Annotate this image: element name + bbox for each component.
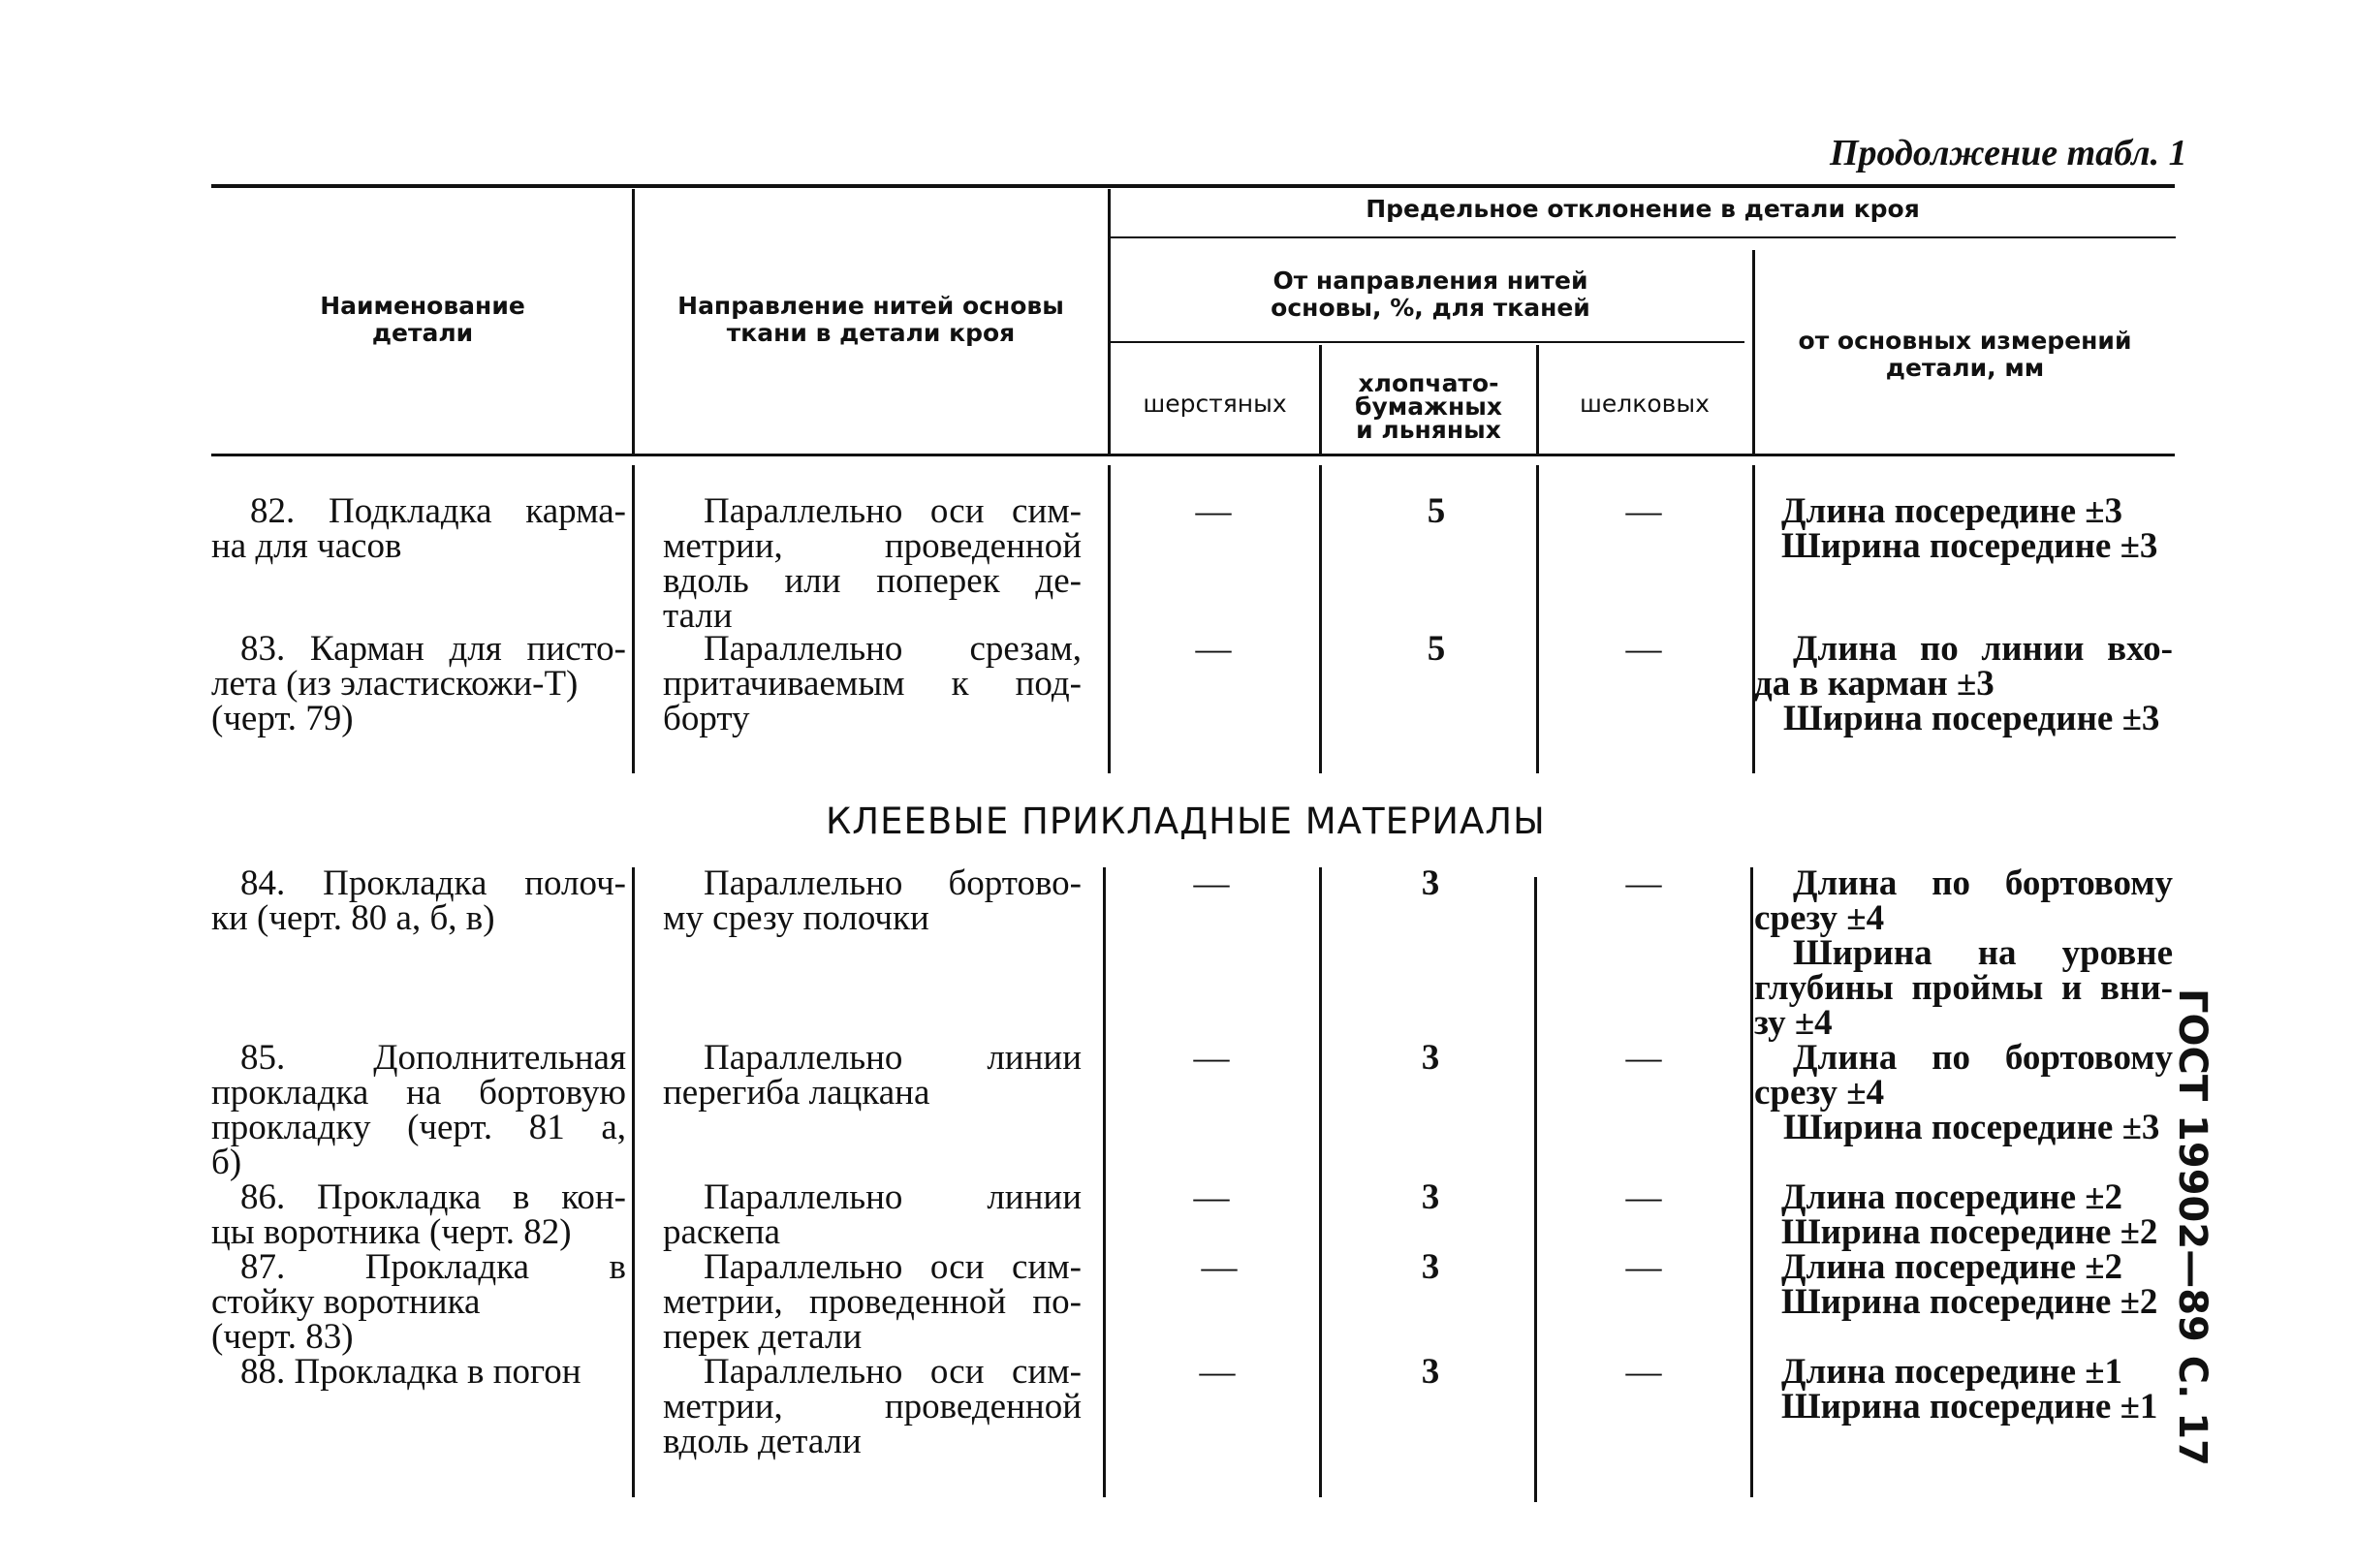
silk-value: — <box>1625 491 1662 531</box>
silk-value: — <box>1625 1247 1662 1287</box>
row-dimensions: Длина по бортовому срезу ±4 Ширина посередине ±3 <box>1754 1038 2173 1147</box>
row-dimensions: Длина по бортовому срезу ±4 Ширина на уровне глубины проймы и вни- зу ±4 <box>1754 863 2173 1043</box>
silk-value: — <box>1625 863 1662 903</box>
cotton-value: 3 <box>1421 1177 1440 1217</box>
row-direction: Параллельно линии перегиба лацкана <box>663 1038 1082 1113</box>
row-dimensions: Длина посередине ±3 Ширина посередине ±3 <box>1781 491 2158 566</box>
row-name: 82. Подкладка карма- на для часов <box>211 491 626 566</box>
row-dimensions: Длина посередине ±2 Ширина посередине ±2 <box>1781 1247 2158 1322</box>
page-heading: Продолжение табл. 1 <box>1830 133 2187 173</box>
row-name: 88. Прокладка в погон <box>240 1352 581 1392</box>
col-divider <box>632 465 635 773</box>
side-label: ГОСТ 19902—89 С. 17 <box>2170 988 2215 1466</box>
row-direction: Параллельно оси сим- метрии, проведенной по- перек детали <box>663 1247 1082 1357</box>
header-limit: Предельное отклонение в детали кроя <box>1366 195 1920 223</box>
col-divider <box>632 189 635 455</box>
col-divider <box>632 867 635 1497</box>
row-name: 87. Прокладка в стойку воротника (черт. 83) <box>211 1247 626 1357</box>
silk-value: — <box>1625 1038 1662 1078</box>
direction-header-rule <box>1110 341 1744 343</box>
col-divider <box>1536 465 1539 773</box>
header-from-direction: От направления нитей основы, %, для тканей <box>1271 267 1590 322</box>
row-dimensions: Длина посередине ±1 Ширина посередине ±1 <box>1781 1352 2158 1427</box>
row-direction: Параллельно оси сим- метрии, проведенной вдоль или поперек де- тали <box>663 491 1082 636</box>
col-divider <box>1750 867 1753 1497</box>
col-divider <box>1534 877 1537 1502</box>
row-direction: Параллельно срезам, притачиваемым к под- борту <box>663 629 1082 738</box>
col-divider <box>1319 867 1322 1497</box>
wool-value: — <box>1195 491 1232 531</box>
cotton-value: 3 <box>1421 1247 1440 1287</box>
row-name: 84. Прокладка полоч- ки (черт. 80 а, б, в) <box>211 863 626 938</box>
header-cotton: хлопчато- бумажных и льняных <box>1355 369 1502 444</box>
cotton-value: 3 <box>1421 863 1440 903</box>
cotton-value: 5 <box>1427 491 1446 531</box>
cotton-value: 3 <box>1421 1038 1440 1078</box>
row-dimensions: Длина посередине ±2 Ширина посередине ±2 <box>1781 1177 2158 1252</box>
col-divider <box>1108 465 1111 773</box>
row-name: 86. Прокладка в кон- цы воротника (черт. 82) <box>211 1177 626 1252</box>
col-divider <box>1319 465 1322 773</box>
wool-value: — <box>1195 629 1232 669</box>
header-from-dimensions: от основных измерений детали, мм <box>1798 327 2132 382</box>
wool-value: — <box>1199 1352 1236 1392</box>
wool-value: — <box>1193 1038 1230 1078</box>
row-direction: Параллельно бортово- му срезу полочки <box>663 863 1082 938</box>
section-heading: КЛЕЕВЫЕ ПРИКЛАДНЫЕ МАТЕРИАЛЫ <box>826 800 1546 842</box>
header-direction: Направление нитей основы ткани в детали кроя <box>677 292 1064 347</box>
row-direction: Параллельно оси сим- метрии, проведенной вдоль детали <box>663 1352 1082 1461</box>
cotton-value: 3 <box>1421 1352 1440 1392</box>
wool-value: — <box>1193 1177 1230 1217</box>
header-silk: шелковых <box>1580 390 1710 418</box>
silk-value: — <box>1625 1352 1662 1392</box>
row-dimensions: Длина по линии вхо- да в карман ±3 Ширина посередине ±3 <box>1754 629 2173 738</box>
wool-value: — <box>1201 1247 1238 1287</box>
silk-value: — <box>1625 629 1662 669</box>
header-bottom-rule <box>211 454 2175 456</box>
col-divider <box>1103 867 1106 1497</box>
wool-value: — <box>1193 863 1230 903</box>
cotton-value: 5 <box>1427 629 1446 669</box>
row-name: 85. Дополнительная прокладка на бортовую прокладку (черт. 81 а, б) <box>211 1038 626 1182</box>
row-direction: Параллельно линии раскепа <box>663 1177 1082 1252</box>
header-name: Наименование детали <box>320 292 525 347</box>
row-name: 83. Карман для писто- лета (из эластискожи-Т) (черт. 79) <box>211 629 626 738</box>
limit-header-rule <box>1110 236 2176 238</box>
table-top-rule <box>211 184 2175 188</box>
silk-value: — <box>1625 1177 1662 1217</box>
header-wool: шерстяных <box>1143 390 1287 418</box>
